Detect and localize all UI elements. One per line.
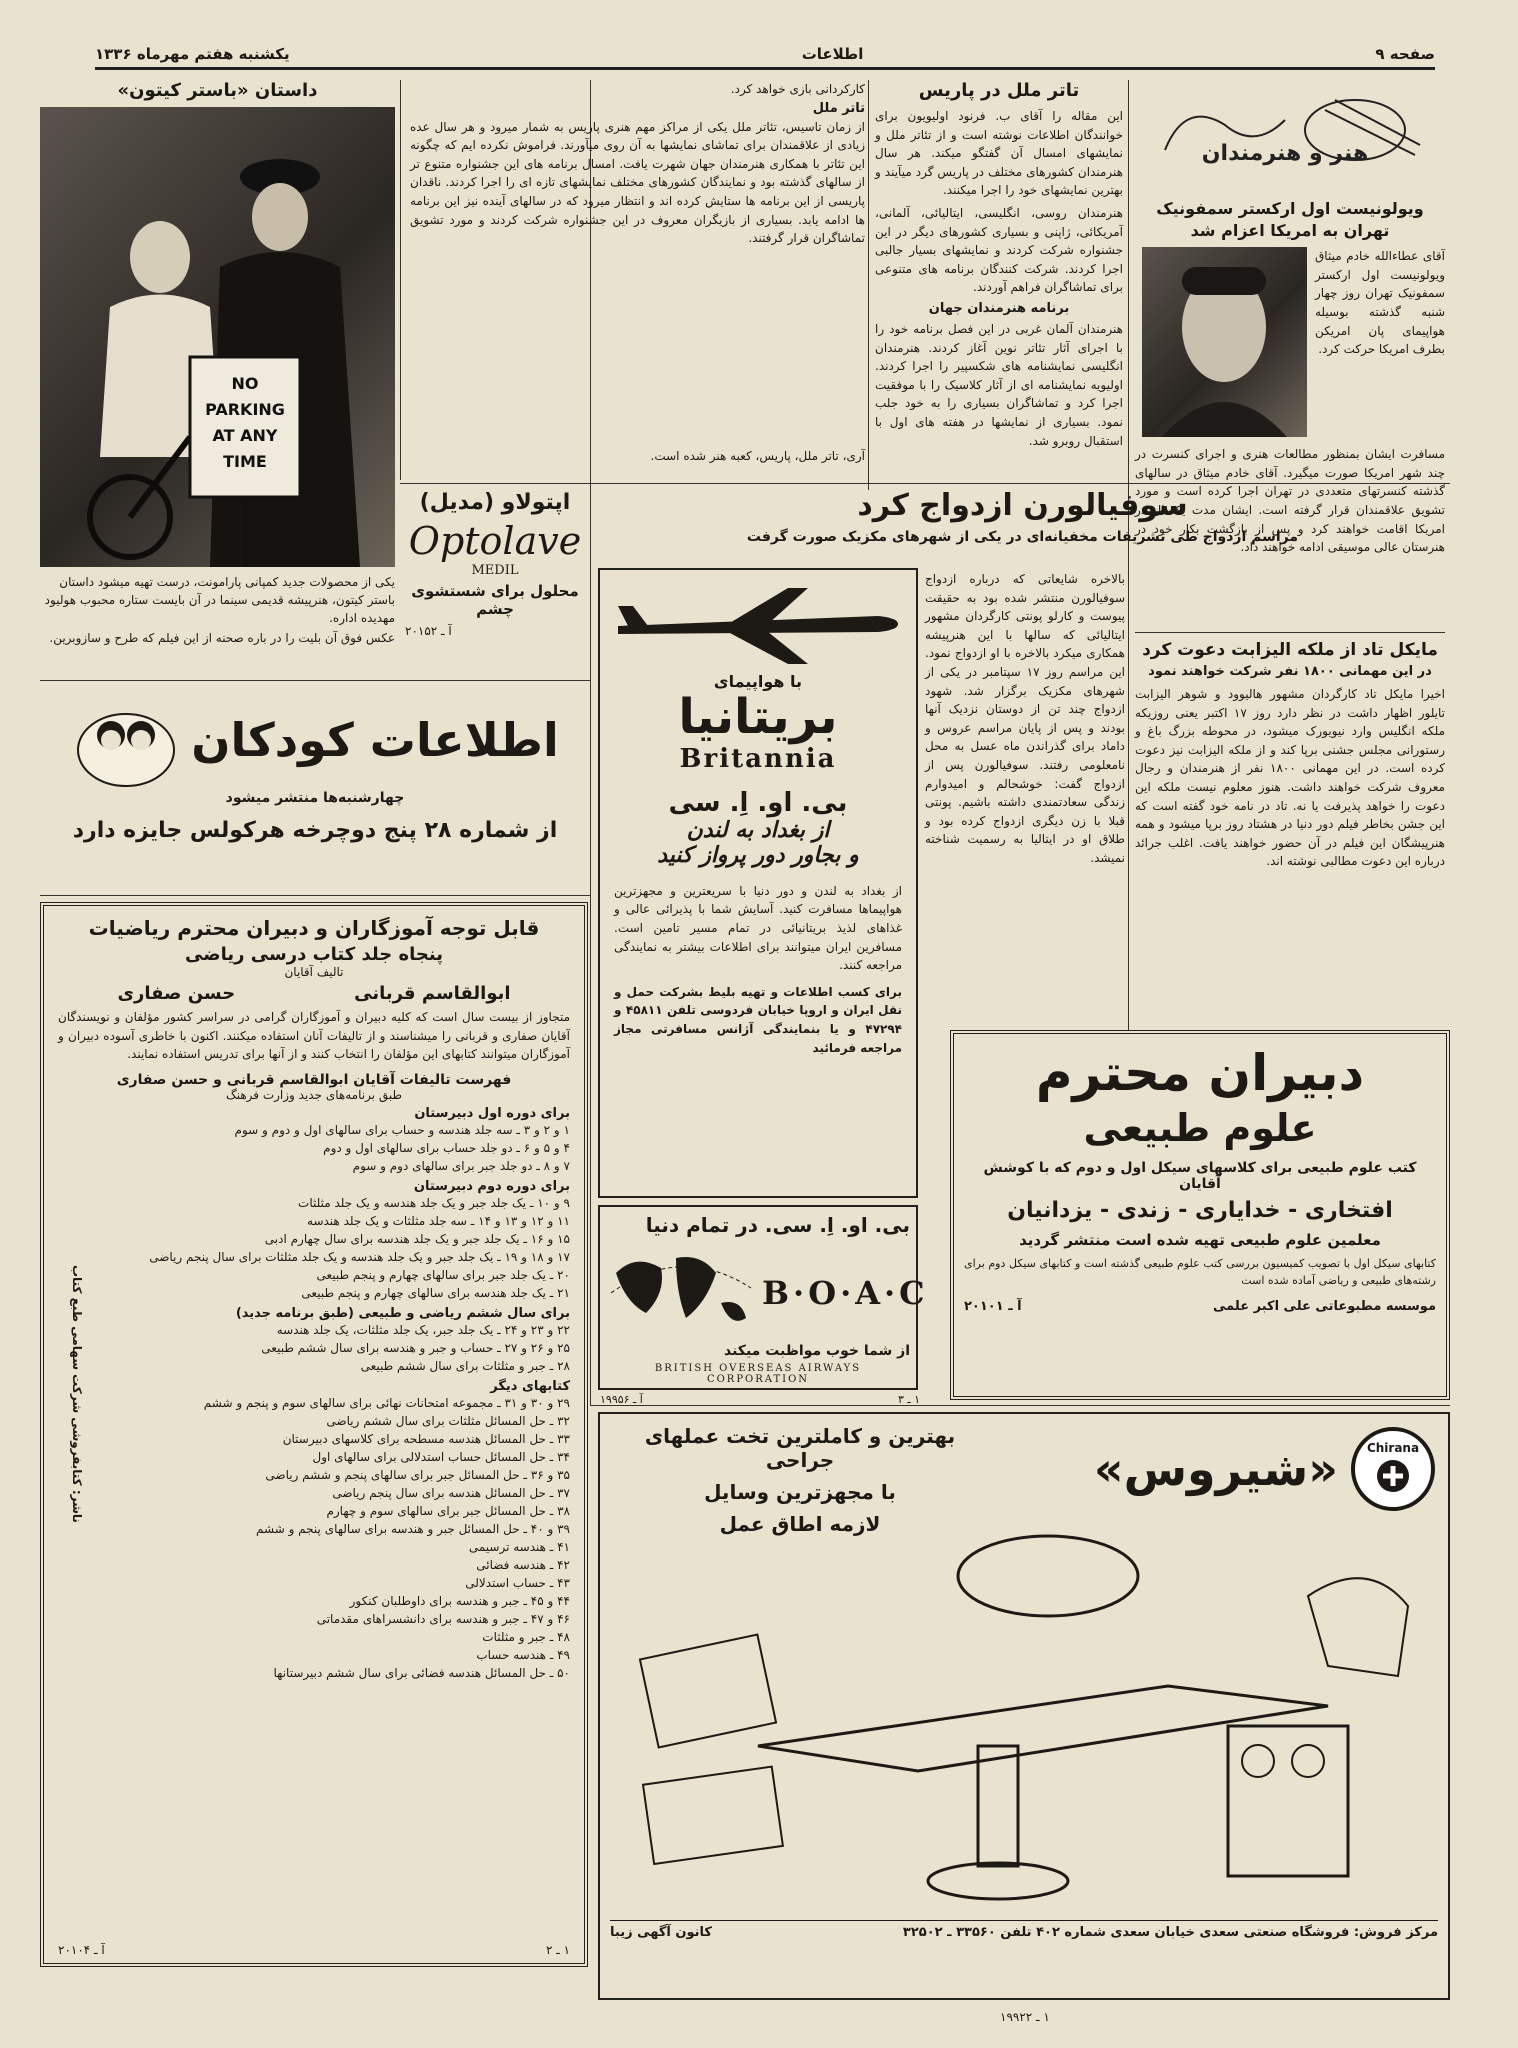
book-list bbox=[92, 1121, 570, 1175]
list-subheading: طبق برنامه‌های جدید وزارت فرهنگ bbox=[225, 1087, 403, 1102]
book-list-item: ۴۴ و ۴۵ ـ جبر و هندسه برای داوطلبان کنکور bbox=[349, 1593, 570, 1608]
column-rule bbox=[868, 80, 869, 490]
ad-text: کتب علوم طبیعی برای کلاسهای سیکل اول و دوم که با کوشش آقایان bbox=[983, 1160, 1417, 1192]
book-list-item: ۴ و ۵ و ۶ ـ دو جلد حساب برای سالهای اول و دوم bbox=[323, 1140, 570, 1155]
author-name: حسن صفاری bbox=[117, 983, 236, 1004]
list-heading: فهرست تالیفات آقایان ابوالقاسم قربانی و حسن صفاری bbox=[116, 1071, 512, 1088]
ad-authors-label: تالیف آقایان bbox=[284, 965, 344, 979]
ad-text: کتابهای سیکل اول با تصویب کمیسیون بررسی کتب علوم طبیعی گذشته است و کتابهای سیکل دوم برای رشته‌های طبیعی و ریاضی آماده شده است bbox=[964, 1257, 1436, 1288]
book-list-item: ۱۵ و ۱۶ ـ یک جلد جبر و یک جلد هندسه برای سال چهارم ادبی bbox=[264, 1231, 570, 1246]
ad-title-fa: اپتولاو (مدیل) bbox=[419, 490, 571, 515]
ad-headline: قابل توجه آموزگاران و دبیران محترم ریاضیات bbox=[88, 916, 540, 940]
page-number: صفحه ۹ bbox=[1375, 45, 1435, 63]
optolave-ad bbox=[405, 490, 585, 680]
ad-code: ۱ ـ ۲ bbox=[545, 1943, 570, 1957]
ad-slogan: از شما خوب مواظبت میکند bbox=[724, 1343, 910, 1359]
masthead bbox=[95, 34, 1435, 70]
book-list-item: ۴۱ ـ هندسه ترسیمی bbox=[468, 1539, 570, 1554]
ad-codes bbox=[600, 1393, 920, 1406]
ad-address: مرکز فروش: فروشگاه صنعتی سعدی خیابان سعدی شماره ۴۰۲ تلفن ۳۳۵۶۰ ـ ۳۲۵۰۲ bbox=[902, 1925, 1438, 1940]
chirana-logo-icon bbox=[1348, 1424, 1438, 1514]
kids-magazine-ad bbox=[45, 690, 585, 890]
ad-intro: متجاوز از بیست سال است که کلیه دبیران و آموزگاران گرامی در سراسر کشور مؤلفان و نویسندگان آقایان صفاری و قربانی را میشناسند و از تالیفات آنان استفاده میکنند. اکنون با خاطری آسوده دبیران و آموزگاران میتوانند کتابهای این مؤلفان را انتخاب کنند و از آنها برای تدریس استفاده نمایند. bbox=[58, 1010, 570, 1062]
book-list-item: ۷ و ۸ ـ دو جلد جبر برای سالهای دوم و سوم bbox=[352, 1158, 570, 1173]
article-lead: آقای عطاءالله خادم میثاق ویولونیست اول ارکستر سمفونیک تهران روز چهار شنبه گذشته بوسیله هواپیمای پان امریکن بطرف امریکا حرکت کرد. bbox=[1315, 249, 1445, 357]
list-section-title: برای دوره دوم دبیرستان bbox=[413, 1178, 570, 1194]
ad-title: بی. او. اِ. سی. در تمام دنیا bbox=[645, 1213, 910, 1237]
article-headline: مایکل تاد از ملکه الیزابت دعوت کرد bbox=[1142, 640, 1438, 660]
book-list-item: ۱۱ و ۱۲ و ۱۳ و ۱۴ ـ سه جلد مثلثات و یک جلد هندسه bbox=[307, 1213, 570, 1228]
ad-footer: BRITISH OVERSEAS AIRWAYS CORPORATION bbox=[654, 1363, 862, 1385]
list-section-title: کتابهای دیگر bbox=[490, 1378, 570, 1394]
photo-caption: عکس فوق آن بلیت را در باره صحنه از این فیلم که طرح و سازوبرین. bbox=[49, 631, 395, 645]
article-body: هنرمندان روسی، انگلیسی، ایتالیائی، آلمانی، آمریکائی، ژاپنی و بسیاری کشورهای دیگر در این جشنواره شرکت کردند و نمایشهای بسیار جالبی اجرا کردند. شرکت کنندگان برنامه های متنوعی برای تماشاگران فراهم آوردند. bbox=[875, 205, 1123, 295]
book-list-item: ۳۹ و ۴۰ ـ حل المسائل جبر و هندسه برای سالهای پنجم و ششم bbox=[256, 1521, 570, 1536]
book-list-item: ۴۹ ـ هندسه حساب bbox=[476, 1647, 570, 1662]
list-section-title: برای سال ششم ریاضی و طبیعی (طبق برنامه جدید) bbox=[235, 1305, 570, 1321]
article-body: از زمان تاسیس، تئاتر ملل یکی از مراکز مهم هنری پاریس به شمار میرود و هر سال عده زیادی از علاقمندان برای تماشای نمایشها به آن روی میآورند. فراموش نکرده ایم که چگونه این تئاتر با همکاری هنرمندان جهان شهرت یافت. امسال برنامه های این جشنواره متنوع تر از سالهای گذشته بود و نمایندگان کشورهای مختلف نمایشهای تازه ای را اجرا کردند. ناقدان پاریسی از این برنامه ها ستایش کرده اند و انتظار میرود که در سالهای آینده نیز این برنامه ها ادامه یابد. بسیاری از بازیگران معروف در این جشنواره شرکت کردند و مورد تشویق تماشاگران قرار گرفتند. bbox=[410, 119, 865, 246]
book-list bbox=[92, 1194, 570, 1302]
row-rule bbox=[40, 895, 590, 896]
ad-text: معلمین علوم طبیعی تهیه شده است منتشر گردید bbox=[1019, 1231, 1381, 1249]
ad-brand: «شیروس» bbox=[1093, 1442, 1338, 1496]
paper-name: اطلاعات bbox=[801, 45, 864, 63]
ad-code: آ ـ ۲۰۱۰۱ bbox=[964, 1299, 1022, 1315]
ad-body: از بغداد به لندن و دور دنیا با سریعترین و مجهزترین هواپیماها مسافرت کنید. آسایش شما با پذیرائی عالی و غذاهای لذیذ بریتانیائی در تمام مسیر تامین است. مسافرین ایران میتوانند برای اطلاعات بیشتر به نمایندگی مراجعه کنند. bbox=[614, 883, 902, 973]
science-books-ad bbox=[950, 1030, 1450, 1400]
ad-brand-fa: بریتانیا bbox=[678, 689, 838, 745]
article-headline: داستان «باستر کیتون» bbox=[117, 80, 318, 101]
book-list-item: ۹ و ۱۰ ـ یک جلد جبر و یک جلد هندسه و یک جلد مثلثات bbox=[298, 1195, 570, 1210]
book-list-item: ۲۰ ـ یک جلد جبر برای سالهای چهارم و پنجم طبیعی bbox=[316, 1267, 570, 1282]
book-list-item: ۳۵ و ۳۶ ـ حل المسائل جبر برای سالهای پنجم و ششم ریاضی bbox=[265, 1467, 570, 1482]
ad-line: با مجهزترین وسایل bbox=[704, 1480, 896, 1504]
article-closing: آری، تاتر ملل، پاریس، کعبه هنر شده است. bbox=[650, 448, 865, 463]
book-list-item: ۵۰ ـ حل المسائل هندسه فضائی برای سال ششم دبیرستانها bbox=[273, 1665, 570, 1680]
article-headline: ویولونیست اول ارکستر سمفونیک تهران به امریکا اعزام شد bbox=[1156, 199, 1424, 240]
ad-publisher: موسسه مطبوعاتی علی اکبر علمی bbox=[1213, 1299, 1436, 1315]
ad-brand: MEDIL bbox=[471, 563, 519, 578]
surgical-table-illustration bbox=[608, 1536, 1438, 1916]
ad-subheadline: پنجاه جلد کتاب درسی ریاضی bbox=[185, 944, 443, 965]
article-subheadline: برنامه هنرمندان جهان bbox=[928, 300, 1070, 316]
article-headline: سوفیالورن ازدواج کرد bbox=[857, 488, 1188, 523]
article-headline: تاتر ملل در پاریس bbox=[918, 80, 1080, 101]
author-name: ابوالقاسم قربانی bbox=[354, 983, 511, 1004]
ad-line: لازمه اطاق عمل bbox=[719, 1512, 881, 1536]
sign-text-at-any: AT ANY bbox=[212, 426, 278, 445]
sign-text-parking: PARKING bbox=[205, 400, 285, 419]
book-list-item: ۴۶ و ۴۷ ـ جبر و هندسه برای دانشسراهای مقدماتی bbox=[316, 1611, 570, 1626]
column-rule bbox=[400, 80, 401, 480]
row-rule bbox=[1135, 632, 1445, 633]
ad-title-en: Optolave bbox=[408, 519, 582, 563]
chirana-surgical-ad bbox=[598, 1412, 1450, 2000]
ad-company: بی. او. اِ. سی bbox=[668, 787, 848, 818]
sign-text-time: TIME bbox=[223, 452, 267, 471]
book-list-item: ۲۲ و ۲۳ و ۲۴ ـ یک جلد جبر، یک جلد مثلثات، یک جلد هندسه bbox=[276, 1322, 570, 1337]
chirana-logo-text: Chirana bbox=[1366, 1441, 1420, 1455]
book-list-item: ۳۴ ـ حل المسائل حساب استدلالی برای سالهای اول bbox=[312, 1449, 570, 1464]
ad-slogan: و بجاور دور پرواز کنید bbox=[657, 842, 859, 868]
world-map-icon bbox=[606, 1243, 756, 1343]
boac-logo: B·O·A·C bbox=[762, 1274, 929, 1312]
ad-headline: دبیران محترم bbox=[1035, 1044, 1365, 1102]
ad-line: بهترین و کاملترین تخت عملهای جراحی bbox=[644, 1424, 956, 1472]
ad-prize: از شماره ۲۸ پنج دوچرخه هرکولس جایزه دارد bbox=[72, 818, 558, 843]
article-subheadline: تاتر ملل bbox=[812, 100, 865, 116]
airplane-icon bbox=[608, 578, 908, 668]
michael-todd-article bbox=[1135, 640, 1445, 1035]
book-list-item: ۲۱ ـ یک جلد هندسه برای سالهای چهارم و پنجم طبیعی bbox=[301, 1285, 570, 1300]
book-list bbox=[92, 1394, 570, 1682]
list-section-title: برای دوره اول دبیرستان bbox=[414, 1105, 570, 1121]
sophia-article-body: بالاخره شایعاتی که درباره ازدواج سوفیالورن منتشر شده بود به حقیقت پیوست و کارلو پونتی کارگردان مشهور ایتالیائی که سالها با این هنرپیشه همکاری میکرد بالاخره با او ازدواج نمود. این مراسم روز ۱۷ سپتامبر در یکی از شهرهای مکزیک برگزار شد. شهود ازدواج چند تن از دوستان نزدیک آنها بودند و پس از پایان مراسم عروس و داماد برای گذراندن ماه عسل به محل نامعلومی رفتند. سوفیالورن پس از ازدواج گفت: خوشحالم و امیدوارم زندگی سعادتمندی داشته باشیم. پونتی قبلا با زن دیگری ازدواج کرده بود و طلاق او در ایتالیا به رسمیت شناخته نمیشد. bbox=[925, 572, 1126, 865]
ad-code: آ ـ ۲۰۱۵۲ bbox=[405, 624, 452, 638]
arts-logo-illustration bbox=[1135, 80, 1445, 192]
book-list-item: ۲۹ و ۳۰ و ۳۱ ـ مجموعه امتحانات نهائی برای سالهای سوم و پنجم و ششم bbox=[203, 1395, 570, 1410]
book-list-item: ۲۵ و ۲۶ و ۲۷ ـ حساب و جبر و هندسه برای سال ششم طبیعی bbox=[261, 1340, 570, 1355]
children-illustration bbox=[71, 690, 181, 790]
photo-caption: یکی از محصولات جدید کمپانی پارامونت، درست تهیه میشود داستان باستر کیتون، هنرپیشه قدیمی سینما در آن بایست ستاره محبوب هولیود مهدیده اداره. bbox=[44, 575, 395, 625]
ad-code: ۱ ـ ۳ bbox=[897, 1393, 920, 1406]
keaton-article bbox=[40, 80, 395, 680]
film-still-photo bbox=[40, 107, 395, 567]
math-books-ad bbox=[40, 902, 588, 1967]
article-body: اخیرا مایکل تاد کارگردان مشهور هالیوود و شوهر الیزابت تایلور اظهار داشت در نظر دارد روز ۱۷ اکتبر یعنی روزیکه ملکه انگلیس وارد نیویورک میشود، در محوطه بزرگ باغ و رستورانی مجلس جشنی برپا کند و از ملکه الیزابت نیز دعوت کرده است. در این مهمانی ۱۸۰۰ نفر از هنرمندان و رجال معروف شرکت خواهند داشت. هنوز معلوم نیست ملکه این دعوت را خواهد پذیرفت یا نه. تاد در نامه خود گفته است که این جشن بخاطر فیلم دور دنیا در هشتاد روز برپا میشود و همه هنرپیشگان این فیلم در آن حضور خواهند یافت. اغلب جرائد درباره این دعوت مطالبی نوشته اند. bbox=[1135, 687, 1446, 869]
britannia-ad bbox=[598, 568, 918, 1198]
ad-authors: افتخاری - خدایاری - زندی - یزدانیان bbox=[1007, 1198, 1393, 1223]
boac-world-ad bbox=[598, 1205, 929, 1390]
book-list-item: ۳۸ ـ حل المسائل جبر برای سالهای سوم و چهارم bbox=[326, 1503, 570, 1518]
publisher-vertical: ناشر: کتابفروشی شرکت سهامی طبع کتاب bbox=[70, 1264, 84, 1523]
ad-route: از بغداد به لندن bbox=[686, 817, 830, 843]
sophia-headline-block bbox=[595, 488, 1450, 568]
book-list-item: ۴۲ ـ هندسه فضائی bbox=[476, 1557, 570, 1572]
book-list-item: ۲۸ ـ جبر و مثلثات برای سال ششم طبیعی bbox=[360, 1358, 570, 1373]
film-still-scene bbox=[40, 107, 395, 567]
ad-subtitle: چهارشنبه‌ها منتشر میشود bbox=[225, 790, 405, 806]
article-body: مسافرت ایشان بمنظور مطالعات هنری و اجرای کنسرت در چند شهر امریکا صورت میگیرد. آقای خادم میثاق در سالهای گذشته کنسرتهای متعددی در تهران اجرا کرده است و مورد تشویق علاقمندان قرار گرفته است. ایشان مدت یکسال در امریکا اقامت خواهند کرد و پس از بازگشت بکار خود در هنرستان عالی موسیقی ادامه خواهند داد. bbox=[1135, 447, 1445, 555]
article-subheadline: در این مهمانی ۱۸۰۰ نفر شرکت خواهند نمود bbox=[1148, 664, 1432, 679]
book-list-item: ۳۷ ـ حل المسائل هندسه برای سال پنجم ریاضی bbox=[332, 1485, 570, 1500]
book-list-item: ۱ و ۲ و ۳ ـ سه جلد هندسه و حساب برای سالهای اول و دوم و سوم bbox=[234, 1122, 570, 1137]
article-subheadline: مراسم ازدواج طی تشریفات مخفیانه‌ای در یکی از شهرهای مکزیک صورت گرفت bbox=[746, 529, 1299, 545]
sign-text-no: NO bbox=[231, 374, 259, 393]
ad-description: محلول برای شستشوی چشم bbox=[411, 582, 579, 618]
issue-date: یکشنبه هفتم مهرماه ۱۳۳۶ bbox=[95, 45, 290, 63]
ad-code: آ ـ ۲۰۱۰۴ bbox=[58, 1943, 105, 1957]
arts-logo-text: هنر و هنرمندان bbox=[1201, 141, 1369, 166]
book-list-item: ۳۲ ـ حل المسائل مثلثات برای سال ششم ریاضی bbox=[326, 1413, 570, 1428]
portrait-photo bbox=[1142, 247, 1307, 437]
ad-code: آ ـ ۱۹۹۵۶ bbox=[600, 1393, 643, 1406]
book-list-item: ۴۳ ـ حساب استدلالی bbox=[465, 1575, 570, 1590]
ad-contact: برای کسب اطلاعات و تهیه بلیط بشرکت حمل و نقل ایران و اروپا خیابان فردوسی تلفن ۴۵۸۱۱ و ۴۷۲۹۴ و یا بنمایندگی آژانس مسافرتی مجاز مراجعه فرمائید bbox=[614, 984, 903, 1055]
book-list-item: ۳۳ ـ حل المسائل هندسه مسطحه برای کلاسهای دبیرستان bbox=[282, 1431, 570, 1446]
book-list-item: ۱۷ و ۱۸ و ۱۹ ـ یک جلد جبر و یک جلد هندسه و یک جلد مثلثات برای سال پنجم ریاضی bbox=[149, 1249, 570, 1264]
book-list-item: ۴۸ ـ جبر و مثلثات bbox=[482, 1629, 570, 1644]
portrait-silhouette bbox=[1142, 247, 1307, 437]
ad-intro: با هواپیمای bbox=[713, 672, 803, 691]
article-body: هنرمندان آلمان غربی در این فصل برنامه خود را با اجرای آثار تئاتر نوین آغاز کردند. هنرمندان انگلیسی نمایشنامه های شکسپیر را اجرا کردند. اولیویه نمایشنامه ای از آثار کلاسیک را با موفقیت اجرا کرد و تماشاگران بسیاری را به خود جلب نمود. بسیاری از نمایشها در هفته های اول با استقبال روبرو شد. bbox=[875, 321, 1123, 448]
article-body: کارکردانی بازی خواهد کرد. bbox=[730, 82, 865, 96]
ad-code: ۱ ـ ۱۹۹۲۲ bbox=[1000, 2010, 1050, 2024]
ad-title: اطلاعات کودکان bbox=[191, 713, 559, 767]
row-rule bbox=[40, 680, 590, 681]
ad-agency: کانون آگهی زیبا bbox=[610, 1925, 712, 1940]
article-lead: این مقاله را آقای ب. فرنود اولیویون برای خوانندگان اطلاعات نوشته است و از تئاتر ملل و نمایشهای امسال آن گفتگو میکند. هر سال هنرمندان کشورهای مختلف در پاریس گرد میآیند و بهترین نمایشهای خود را اجرا میکنند. bbox=[875, 109, 1123, 198]
ad-brand-en: Britannia bbox=[679, 743, 837, 774]
ad-subject: علوم طبیعی bbox=[1083, 1106, 1317, 1150]
theatre-article-col2 bbox=[410, 80, 865, 480]
theatre-article-col1 bbox=[875, 80, 1123, 480]
book-list bbox=[92, 1321, 570, 1375]
